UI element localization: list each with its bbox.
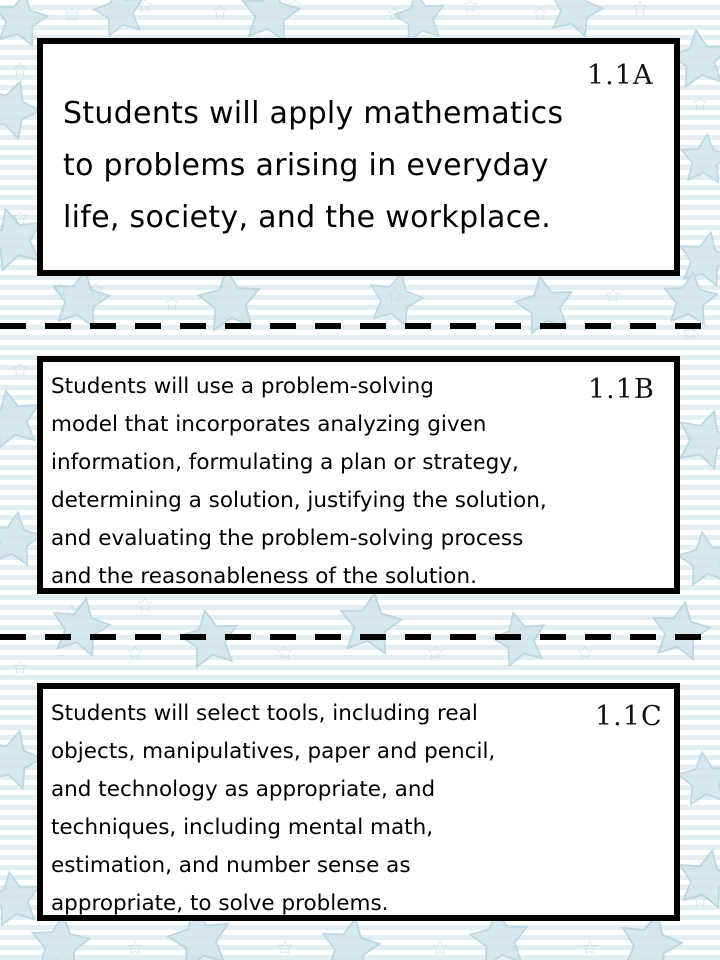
standard-card-1-1b: [37, 356, 680, 594]
standard-description: [63, 88, 563, 244]
standard-description: [51, 695, 495, 923]
description-line: estimation, and number sense as: [51, 853, 411, 878]
description-line: life, society, and the workplace.: [63, 200, 552, 235]
description-line: Students will apply mathematics: [63, 96, 564, 131]
description-line: and evaluating the problem-solving process: [51, 526, 524, 551]
standard-description: [51, 368, 547, 596]
standard-card-1-1c: [37, 683, 680, 921]
description-line: information, formulating a plan or strategy,: [51, 450, 519, 475]
description-line: and the reasonableness of the solution.: [51, 564, 477, 589]
description-line: determining a solution, justifying the solution,: [51, 488, 547, 513]
standard-code-label: 1.1A: [587, 60, 654, 91]
standard-code-label: 1.1B: [588, 374, 655, 405]
description-line: objects, manipulatives, paper and pencil,: [51, 739, 496, 764]
description-line: to problems arising in everyday: [63, 148, 549, 183]
dashed-cut-line: [0, 634, 720, 640]
standard-code-label: 1.1C: [595, 701, 663, 732]
description-line: model that incorporates analyzing given: [51, 412, 487, 437]
dashed-cut-line: [0, 323, 720, 329]
description-line: techniques, including mental math,: [51, 815, 434, 840]
description-line: Students will select tools, including real: [51, 701, 478, 726]
description-line: and technology as appropriate, and: [51, 777, 436, 802]
description-line: Students will use a problem-solving: [51, 374, 434, 399]
standard-card-1-1a: [37, 38, 680, 276]
description-line: appropriate, to solve problems.: [51, 891, 389, 916]
